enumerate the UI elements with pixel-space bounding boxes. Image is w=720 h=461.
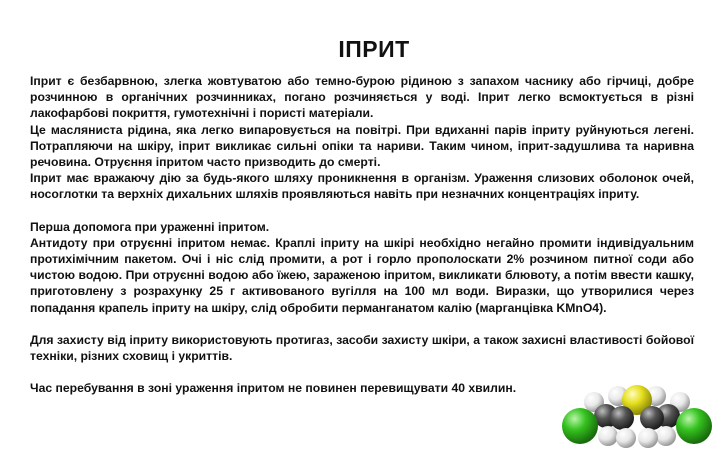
spacer xyxy=(30,316,694,332)
time-limit-text: Час перебування в зоні ураження іпритом не повинен перевищувати 40 хвилин. xyxy=(30,381,517,396)
hydrogen-atom xyxy=(598,426,618,446)
first-aid-heading: Перша допомога при ураженні іпритом. xyxy=(30,219,270,234)
hydrogen-atom xyxy=(656,426,676,446)
carbon-atom xyxy=(640,406,664,430)
chlorine-atom xyxy=(562,408,598,444)
hydrogen-atom xyxy=(638,428,658,448)
document-body xyxy=(30,73,694,396)
carbon-atom xyxy=(610,406,634,430)
chlorine-atom xyxy=(676,408,712,444)
paragraph-description: Іприт є безбарвною, злегка жовтуватою або темно-бурою рідиною з запахом часнику або гірчиці, добре розчинною в органічних розчинниках, погано розчиняється у воді. Іприт легко всмоктується в різні лакофарбові покриття, гумотехнічні і пористі матеріали. xyxy=(30,74,694,121)
paragraph-effects: Іприт має вражаючу дію за будь-якого шляху проникнення в організм. Ураження слизових оболонок очей, носоглотки та верхніх дихальних шляхів проявляються навіть при незначних концентраціях іприту. xyxy=(30,171,694,202)
hydrogen-atom xyxy=(616,428,636,448)
page-title: ІПРИТ xyxy=(338,36,410,62)
mustard-gas-molecule-icon xyxy=(562,380,712,452)
protection-text: Для захисту від іприту використовують протигаз, засоби захисту шкіри, а також захисні властивості бойової техніки, різних сховищ і укриттів. xyxy=(30,332,694,364)
first-aid-text: Антидоту при отруєнні іпритом немає. Краплі іприту на шкірі необхідно негайно промити індивідуальним протихімічним пакетом. Очі і ніс слід промити, а рот і горло прополоскати 2% розчином питної соди або чистою водою. При отруєнні водою або їжею, зараженою іпритом, викликати блювоту, а потім ввести кашку, приготовлену з розрахунку 25 г активованого вугілля на 100 мл води. Виразки, що утворилися через попадання крапель іприту на шкіру, слід обробити перманганатом калію (марганцівка KMnO4). xyxy=(30,235,694,315)
paragraph-properties: Це масляниста рідина, яка легко випаровується на повітрі. При вдиханні парів іприту руйнуються легені. Потрапляючи на шкіру, іприт викликає сильні опіки та нариви. Таким чином, іприт-задушлива та наривна речовина. Отруєння іпритом часто призводить до смерті. xyxy=(30,122,694,170)
spacer xyxy=(30,203,694,219)
spacer xyxy=(30,364,694,380)
